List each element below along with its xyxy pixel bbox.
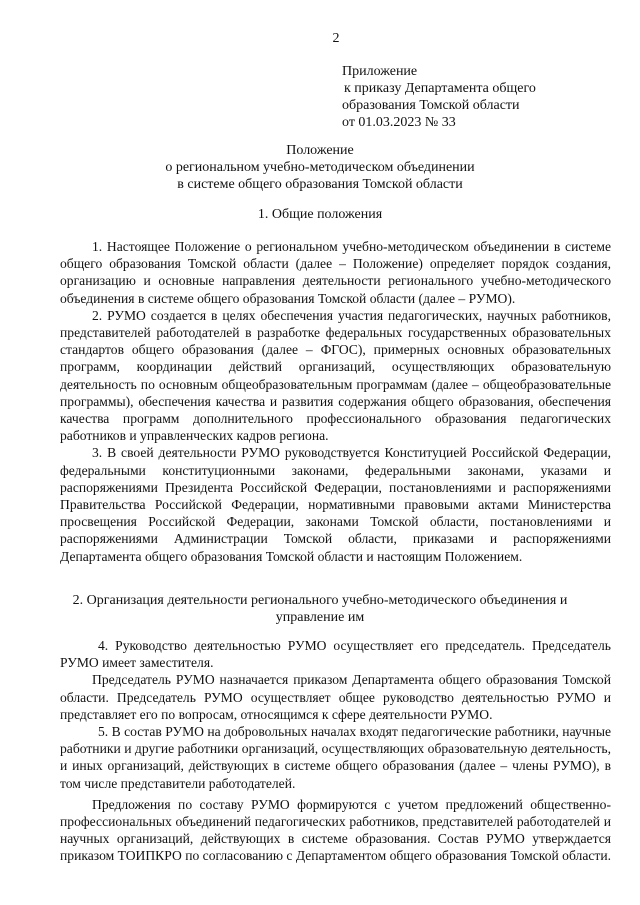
paragraph-5-continued: Предложения по составу РУМО формируются с учетом предложений общественно-профессиональных объединений педагогических работников, представителей работодателей и научных организаций, действующих в системе образования. Состав РУМО утверждается приказом ТОИПКРО по согласованию с Департаментом общего образования Томской области. [60, 796, 612, 864]
appendix-line-4: от 01.03.2023 № 33 [342, 115, 456, 130]
appendix-block [342, 63, 622, 131]
paragraph-4: 4. Руководство деятельностью РУМО осуществляет его председатель. Председатель РУМО имеет заместителя. [60, 638, 611, 671]
section-2-heading [0, 592, 640, 626]
appendix-line-1: Приложение [342, 64, 418, 79]
title-line-1: Положение [286, 143, 354, 158]
paragraph-2: 2. РУМО создается в целях обеспечения участия педагогических, научных работников, представителей работодателей в разработке федеральных государственных образовательных стандартов общего образования (далее – ФГОС), примерных основных образовательных программ, координации действий организаций, осуществляющих образовательную деятельность по основным общеобразовательным программам (далее – общеобразовательные программы), обеспечения качества и развития содержания общего образования, обеспечения качества программ дополнительного профессионального образования педагогических работников и управленческих кадров региона. [60, 307, 611, 444]
appendix-line-2: к приказу Департамента общего [344, 81, 536, 96]
title-line-3: в системе общего образования Томской области [177, 177, 463, 192]
section-1-heading: 1. Общие положения [257, 207, 383, 222]
section-1-body [60, 238, 611, 565]
page-number: 2 [332, 31, 340, 46]
paragraph-3: 3. В своей деятельности РУМО руководствуется Конституцией Российской Федерации, федеральными конституционными законами, федеральными законами, указами и распоряжениями Президента Российской Федерации, постановлениями и распоряжениями Правительства Российской Федерации, нормативными правовыми актами Министерства просвещения Российской Федерации, законами Томской области, постановлениями и распоряжениями Администрации Томской области, приказами и распоряжениями Департамента общего образования Томской области и настоящим Положением. [60, 445, 611, 564]
section-2-body [60, 637, 611, 865]
section-2-heading-line-2: управление им [275, 610, 365, 625]
paragraph-4-continued: Председатель РУМО назначается приказом Департамента общего образования Томской области. Председатель РУМО осуществляет общее руководство деятельностью РУМО и представляет его по вопросам, относящимся к сфере деятельности РУМО. [60, 672, 611, 722]
appendix-line-3: образования Томской области [342, 98, 520, 113]
document-title [0, 142, 640, 193]
title-line-2: о региональном учебно-методическом объединении [165, 160, 475, 175]
section-2-heading-line-1: 2. Организация деятельности регионального учебно-методического объединения и [72, 593, 568, 608]
paragraph-5: 5. В состав РУМО на добровольных началах входят педагогические работники, научные работники и другие работники организаций, осуществляющих образовательную деятельность, и иных организаций, действующих в системе общего образования (далее – члены РУМО), в том числе представители работодателей. [60, 724, 611, 791]
paragraph-1: 1. Настоящее Положение о региональном учебно-методическом объединении в системе общего образования Томской области (далее – Положение) определяет порядок создания, организацию и основные направления деятельности регионального учебно-методического объединения в системе общего образования Томской области (далее – РУМО). [60, 239, 611, 306]
